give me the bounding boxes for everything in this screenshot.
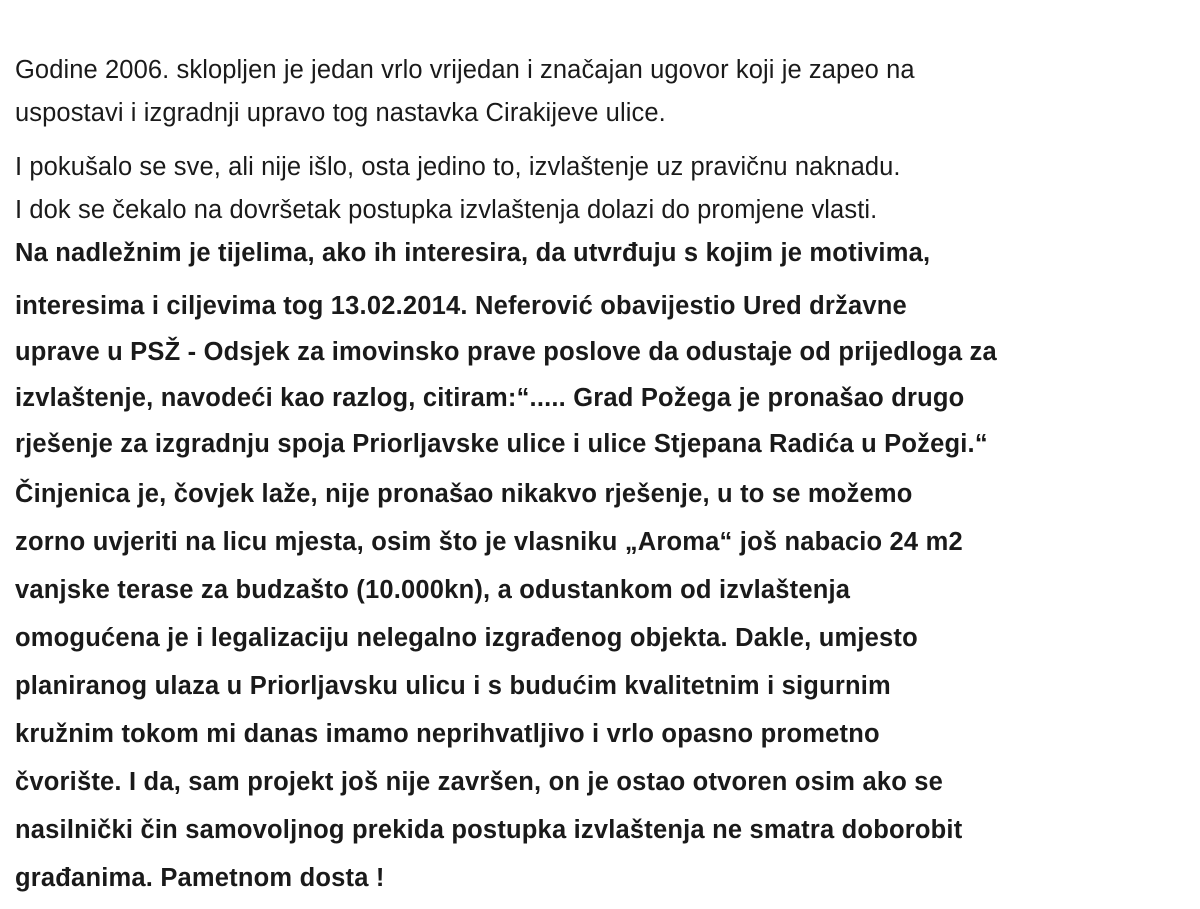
text-line: omogućena je i legalizaciju nelegalno izgrađenog objekta. Dakle, umjesto <box>15 624 918 652</box>
text-line: građanima. Pametnom dosta ! <box>15 864 385 892</box>
text-line: I dok se čekalo na dovršetak postupka izvlaštenja dolazi do promjene vlasti. <box>15 196 878 224</box>
text-line: kružnim tokom mi danas imamo neprihvatljivo i vrlo opasno prometno <box>15 720 880 748</box>
text-line: interesima i ciljevima tog 13.02.2014. Neferović obavijestio Ured državne <box>15 292 907 320</box>
text-line: čvorište. I da, sam projekt još nije završen, on je ostao otvoren osim ako se <box>15 768 944 796</box>
text-line: uspostavi i izgradnji upravo tog nastavka Cirakijeve ulice. <box>15 99 666 127</box>
text-line: planiranog ulaza u Priorljavsku ulicu i s budućim kvalitetnim i sigurnim <box>15 672 891 700</box>
text-line: Činjenica je, čovjek laže, nije pronašao nikakvo rješenje, u to se možemo <box>15 480 913 508</box>
text-line: zorno uvjeriti na licu mjesta, osim što je vlasniku „Aroma“ još nabacio 24 m2 <box>15 528 963 556</box>
text-line: uprave u PSŽ - Odsjek za imovinsko prave poslove da odustaje od prijedloga za <box>15 338 997 366</box>
text-line: vanjske terase za budzašto (10.000kn), a odustankom od izvlaštenja <box>15 576 851 604</box>
text-line: Godine 2006. sklopljen je jedan vrlo vrijedan i značajan ugovor koji je zapeo na <box>15 56 915 84</box>
text-line: rješenje za izgradnju spoja Priorljavske ulice i ulice Stjepana Radića u Požegi.“ <box>15 430 988 458</box>
text-line: I pokušalo se sve, ali nije išlo, osta jedino to, izvlaštenje uz pravičnu naknadu. <box>15 153 901 181</box>
text-line: izvlaštenje, navodeći kao razlog, citiram:“..... Grad Požega je pronašao drugo <box>15 384 965 412</box>
text-line: nasilnički čin samovoljnog prekida postupka izvlaštenja ne smatra doborobit <box>15 816 963 844</box>
text-line: Na nadležnim je tijelima, ako ih interesira, da utvrđuju s kojim je motivima, <box>15 239 931 267</box>
